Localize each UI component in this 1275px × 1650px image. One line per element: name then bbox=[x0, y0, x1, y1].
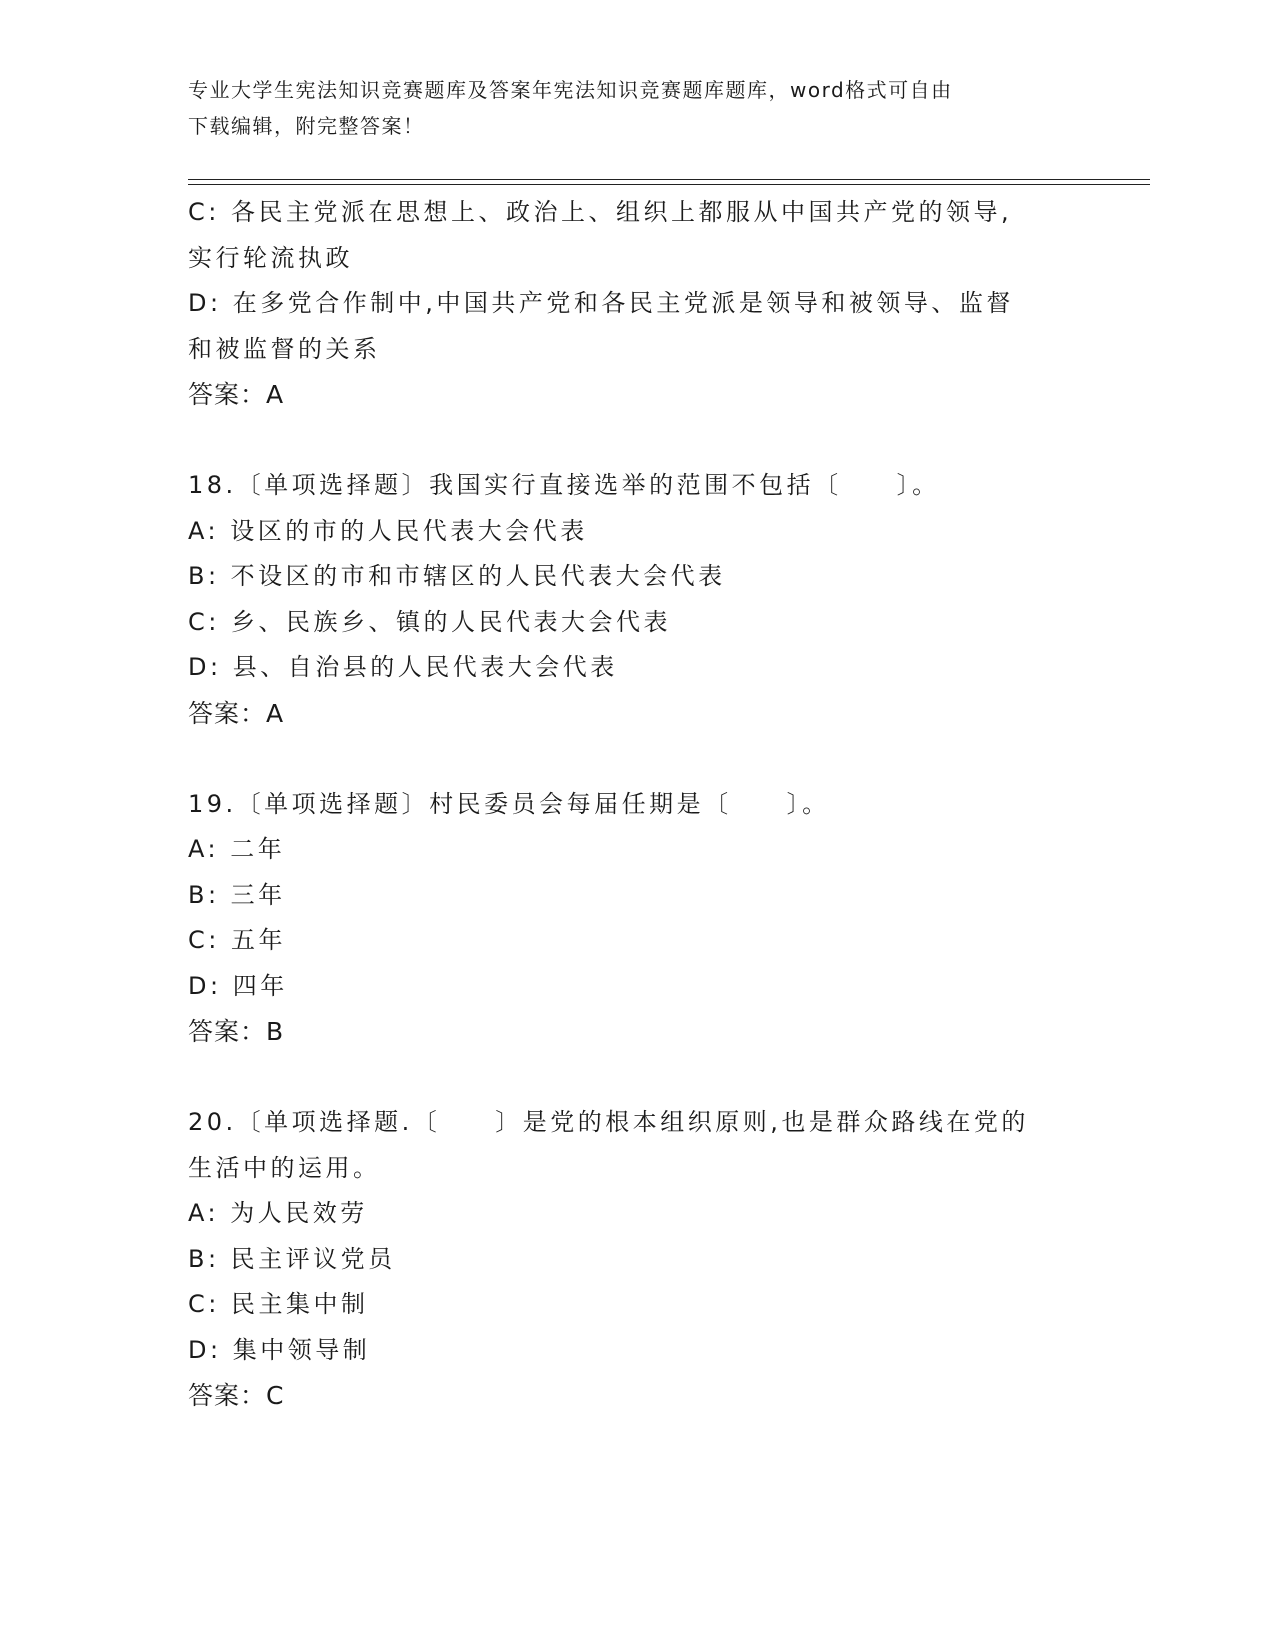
header-divider-top bbox=[188, 179, 1150, 180]
option-d: D: 县、自治县的人民代表大会代表 bbox=[188, 653, 618, 681]
spacer bbox=[188, 736, 1088, 782]
question-18 bbox=[188, 463, 1088, 736]
option-d: D: 集中领导制 bbox=[188, 1335, 371, 1364]
option-c: C: 乡、民族乡、镇的人民代表大会代表 bbox=[188, 607, 671, 636]
spacer bbox=[188, 418, 1088, 464]
page-header bbox=[188, 72, 1088, 144]
option-a: A: 设区的市的人民代表大会代表 bbox=[188, 516, 588, 545]
option-c-line-2: 实行轮流执政 bbox=[188, 243, 353, 272]
header-divider-bottom bbox=[188, 184, 1150, 185]
header-line-1: 专业大学生宪法知识竞赛题库及答案年宪法知识竞赛题库题库，word格式可自由 bbox=[188, 78, 953, 102]
question-stem-line-2: 生活中的运用。 bbox=[188, 1153, 381, 1182]
option-b: B: 三年 bbox=[188, 880, 286, 909]
answer: 答案：B bbox=[188, 1017, 285, 1046]
question-17-continued bbox=[188, 190, 1088, 418]
option-a: A: 为人民效劳 bbox=[188, 1199, 368, 1227]
answer: 答案：A bbox=[188, 698, 285, 728]
option-d-line-2: 和被监督的关系 bbox=[188, 334, 381, 363]
option-d-line-1: D: 在多党合作制中,中国共产党和各民主党派是领导和被领导、监督 bbox=[188, 289, 1014, 317]
option-c-line-1: C: 各民主党派在思想上、政治上、组织上都服从中国共产党的领导, bbox=[188, 198, 1013, 226]
option-d: D: 四年 bbox=[188, 971, 288, 1000]
answer: 答案：C bbox=[188, 1381, 285, 1410]
spacer bbox=[188, 1055, 1088, 1101]
question-stem-line-1: 20.〔单项选择题.〔 〕是党的根本组织原则,也是群众路线在党的 bbox=[188, 1108, 1029, 1136]
question-19 bbox=[188, 782, 1088, 1055]
option-c: C: 民主集中制 bbox=[188, 1290, 369, 1318]
option-b: B: 不设区的市和市辖区的人民代表大会代表 bbox=[188, 562, 726, 590]
question-stem: 18.〔单项选择题〕我国实行直接选举的范围不包括〔 〕。 bbox=[188, 471, 940, 499]
option-c: C: 五年 bbox=[188, 926, 286, 954]
header-line-2: 下载编辑，附完整答案！ bbox=[188, 114, 425, 138]
answer: 答案：A bbox=[188, 380, 285, 409]
question-stem: 19.〔单项选择题〕村民委员会每届任期是〔 〕。 bbox=[188, 789, 830, 818]
option-b: B: 民主评议党员 bbox=[188, 1244, 396, 1273]
question-list bbox=[188, 190, 1088, 1419]
question-20 bbox=[188, 1100, 1088, 1419]
option-a: A: 二年 bbox=[188, 835, 286, 863]
